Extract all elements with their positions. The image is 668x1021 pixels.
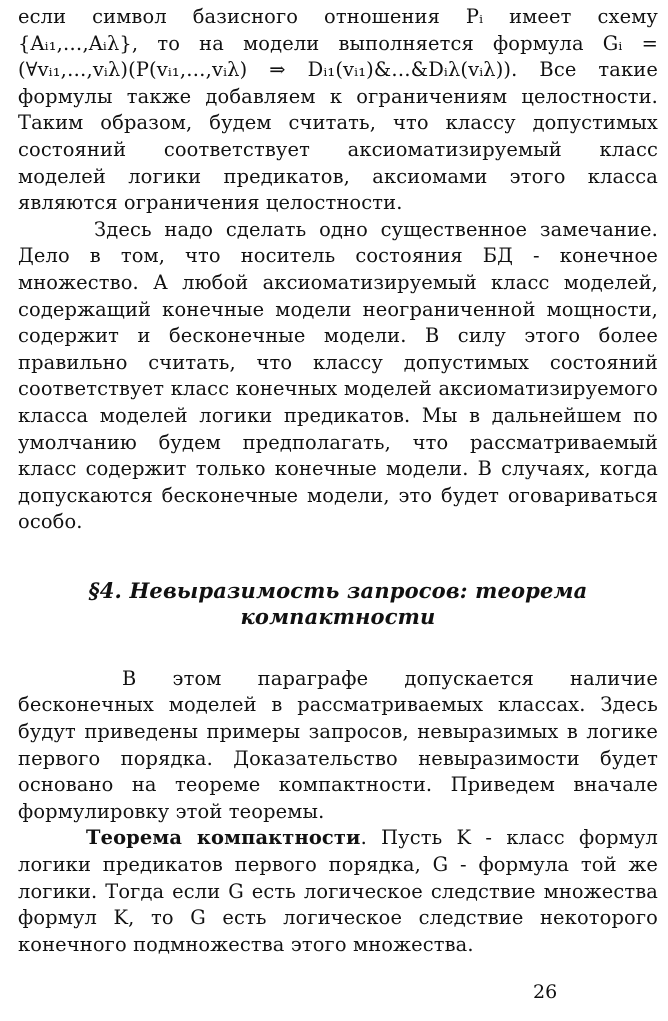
theorem-term: Теорема компактности <box>86 826 361 850</box>
paragraph-2: Здесь надо сделать одно существенное замечание. Дело в том, что носитель состояния БД - конечное множество. А любой аксиоматизируемый класс моделей, содержащий конечные модели неограниченной мощности, содержит и бесконечные модели. В силу этого более правильно считать, что классу допустимых состояний соответствует класс конечных моделей аксиоматизируемого класса моделей логики предикатов. Мы в дальнейшем по умолчанию будем предполагать, что рассматриваемый класс содержит только конечные модели. В случаях, когда допускаются бесконечные модели, это будет оговариваться особо. <box>18 217 658 534</box>
theorem-paragraph <box>18 825 658 958</box>
paragraph-1: если символ базисного отношения Pᵢ имеет схему {Aᵢ₁,…,Aᵢλ}, то на модели выполняется формула Gᵢ = (∀vᵢ₁,…,vᵢλ)(P(vᵢ₁,…,vᵢλ) ⇒ Dᵢ₁(vᵢ₁)&…&Dᵢλ(vᵢλ)). Все такие формулы также добавляем к ограничениям целостности. Таким образом, будем считать, что классу допустимых состояний соответствует аксиоматизируемый класс моделей логики предикатов, аксиомами этого класса являются ограничения целостности. <box>18 5 658 215</box>
section-heading-line-2: компактности <box>240 603 436 629</box>
section-heading <box>18 578 658 630</box>
page-number: 26 <box>533 981 558 1003</box>
theorem-text: . Пусть K - класс формул логики предикатов первого порядка, G - формула той же логики. Тогда если G есть логическое следствие множества формул K, то G есть логическое следствие некоторого конечного подмножества этого множества. <box>18 826 659 956</box>
paragraph-3: В этом параграфе допускается наличие бесконечных моделей в рассматриваемых классах. Здесь будут приведены примеры запросов, невыразимых в логике первого порядка. Доказательство невыразимости будет основано на теореме компактности. Приведем вначале формулировку этой теоремы. <box>18 666 658 823</box>
section-heading-line-1: §4. Невыразимость запросов: теорема <box>88 577 588 603</box>
page-content <box>18 4 658 958</box>
